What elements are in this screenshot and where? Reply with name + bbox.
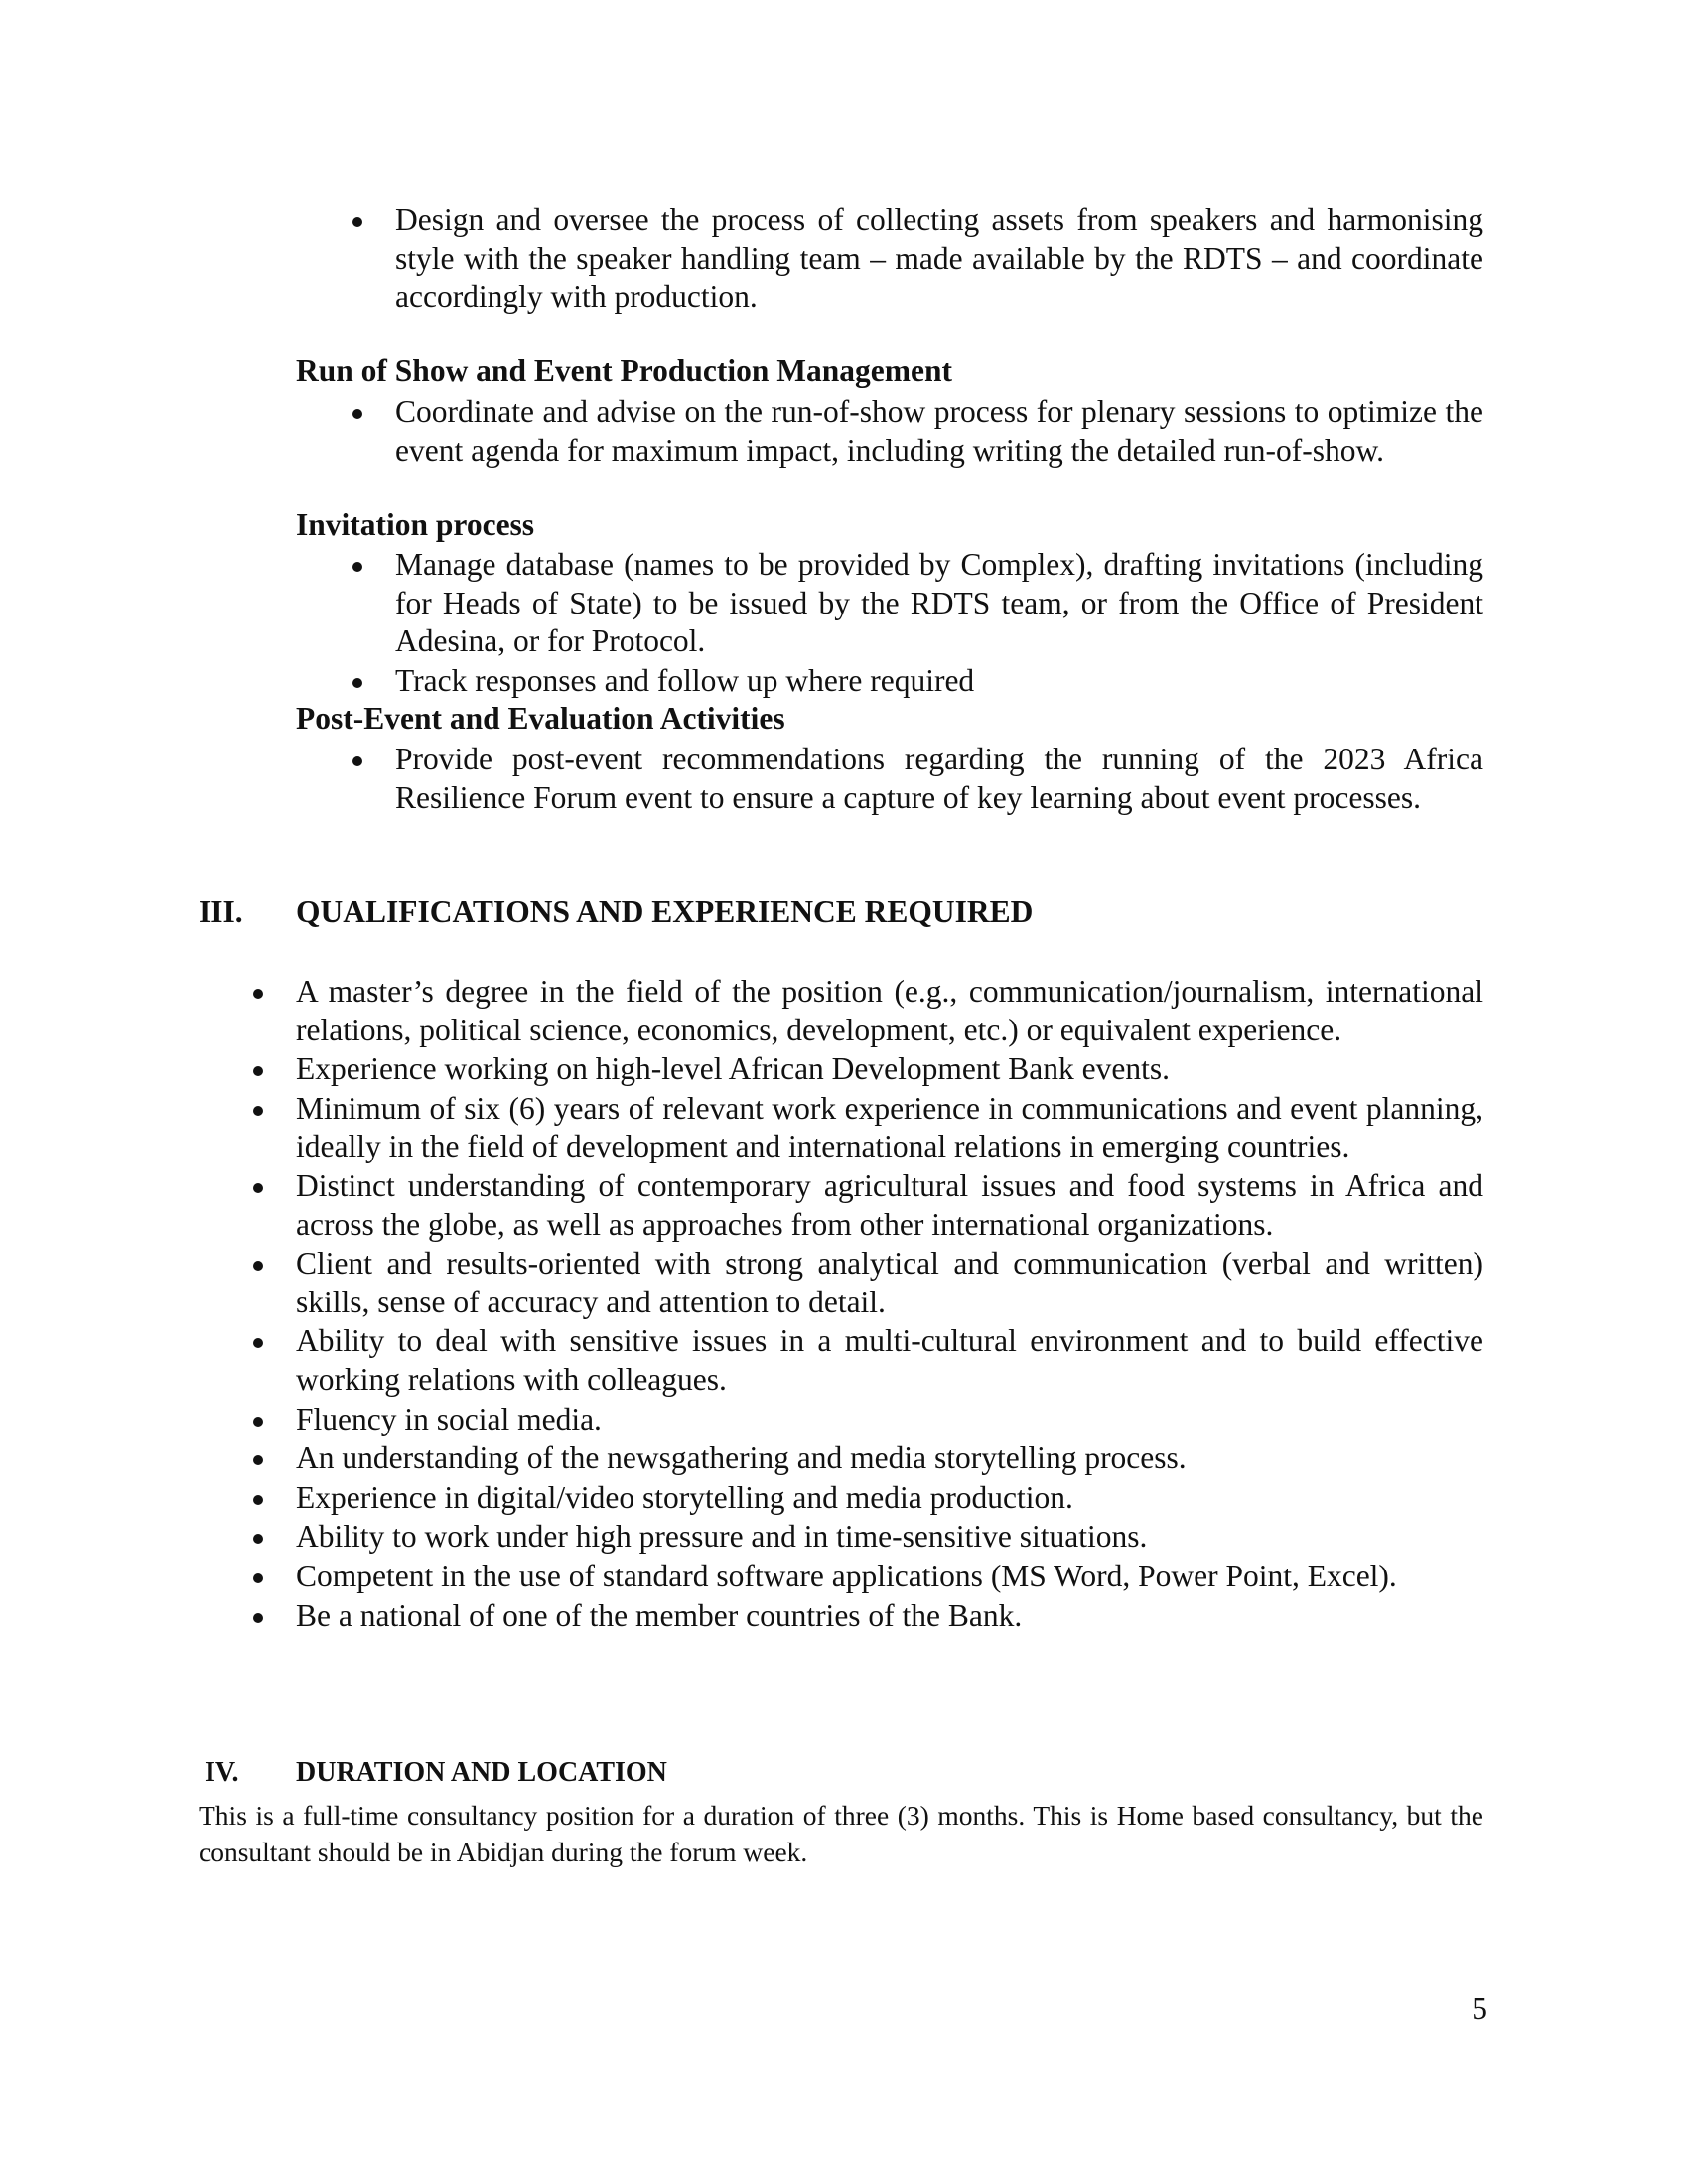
section-3-number: III.: [199, 894, 243, 929]
list-item-text: Design and oversee the process of collecting assets from speakers and harmonising style with the speaker handling team – made available by the RDTS – and coordinate accordingly with production.: [395, 203, 1483, 315]
list-item: [296, 1597, 1483, 1636]
bullet-icon: [253, 1261, 263, 1271]
run-of-show-list: [395, 393, 1483, 470]
list-item: [395, 546, 1483, 661]
section-4-body: This is a full-time consultancy position for a duration of three (3) months. This is Home based consultancy, but the consultant should be in Abidjan during the forum week.: [199, 1800, 1483, 1867]
list-item-text: Track responses and follow up where required: [395, 662, 975, 698]
bullet-icon: [253, 989, 263, 999]
bullet-icon: [253, 1183, 263, 1193]
list-item-text: Be a national of one of the member countries of the Bank.: [296, 1597, 1023, 1633]
section-4-title: DURATION AND LOCATION: [296, 1757, 667, 1788]
list-item-text: A master’s degree in the field of the position (e.g., communication/journalism, international relations, political science, economics, development, etc.) or equivalent experience.: [296, 974, 1483, 1047]
list-item: [296, 1518, 1483, 1557]
section-4-number: IV.: [205, 1757, 239, 1788]
bullet-icon: [253, 1455, 263, 1465]
list-item-text: Ability to work under high pressure and in time-sensitive situations.: [296, 1519, 1148, 1555]
post-event-heading: Post-Event and Evaluation Activities: [296, 701, 785, 736]
list-item-text: Manage database (names to be provided by Complex), drafting invitations (including for Heads of State) to be issued by the RDTS team, or from the Office of President Adesina, or for Protocol.: [395, 547, 1483, 659]
list-item: [296, 1322, 1483, 1399]
run-of-show-heading: Run of Show and Event Production Management: [296, 353, 952, 388]
list-item-text: Experience working on high-level African Development Bank events.: [296, 1051, 1170, 1087]
intro-bullet-list: [395, 202, 1483, 317]
list-item-text: Provide post-event recommendations regarding the running of the 2023 Africa Resilience Forum event to ensure a capture of key learning about event processes.: [395, 742, 1483, 815]
list-item-text: Experience in digital/video storytelling and media production.: [296, 1479, 1073, 1515]
bullet-icon: [253, 1338, 263, 1348]
list-item-text: Competent in the use of standard software applications (MS Word, Power Point, Excel).: [296, 1558, 1397, 1593]
list-item-text: Client and results-oriented with strong analytical and communication (verbal and written) skills, sense of accuracy and attention to detail.: [296, 1246, 1483, 1319]
invitation-heading: Invitation process: [296, 507, 535, 542]
list-item: [296, 1090, 1483, 1166]
post-event-list: [395, 741, 1483, 817]
bullet-icon: [253, 1106, 263, 1116]
section-3-title: QUALIFICATIONS AND EXPERIENCE REQUIRED: [296, 894, 1034, 929]
invitation-list: [395, 546, 1483, 700]
list-item: [296, 1167, 1483, 1244]
list-item: [395, 202, 1483, 317]
bullet-icon: [352, 409, 362, 419]
list-item-text: Ability to deal with sensitive issues in a multi-cultural environment and to build effective working relations with colleagues.: [296, 1323, 1483, 1397]
list-item: [296, 1245, 1483, 1321]
list-item-text: Minimum of six (6) years of relevant work experience in communications and event planning, ideally in the field of development and international relations in emerging countries.: [296, 1090, 1483, 1164]
list-item-text: Coordinate and advise on the run-of-show process for plenary sessions to optimize the event agenda for maximum impact, including writing the detailed run-of-show.: [395, 394, 1483, 468]
list-item: [296, 1558, 1483, 1596]
bullet-icon: [253, 1534, 263, 1544]
qualifications-list: [296, 973, 1483, 1635]
list-item-text: An understanding of the newsgathering and media storytelling process.: [296, 1440, 1187, 1476]
bullet-icon: [352, 562, 362, 572]
bullet-icon: [352, 756, 362, 766]
list-item: [296, 1479, 1483, 1518]
list-item: [395, 662, 1483, 701]
list-item-text: Distinct understanding of contemporary agricultural issues and food systems in Africa and across the globe, as well as approaches from other international organizations.: [296, 1167, 1483, 1242]
list-item: [296, 973, 1483, 1049]
list-item: [395, 393, 1483, 470]
list-item: [395, 741, 1483, 817]
list-item-text: Fluency in social media.: [296, 1401, 602, 1436]
bullet-icon: [352, 678, 362, 688]
list-item: [296, 1401, 1483, 1439]
bullet-icon: [253, 1613, 263, 1623]
bullet-icon: [253, 1495, 263, 1505]
list-item: [296, 1439, 1483, 1478]
bullet-icon: [253, 1066, 263, 1076]
bullet-icon: [352, 217, 362, 227]
page-number: 5: [1472, 1991, 1487, 2026]
bullet-icon: [253, 1573, 263, 1583]
list-item: [296, 1050, 1483, 1089]
bullet-icon: [253, 1417, 263, 1427]
